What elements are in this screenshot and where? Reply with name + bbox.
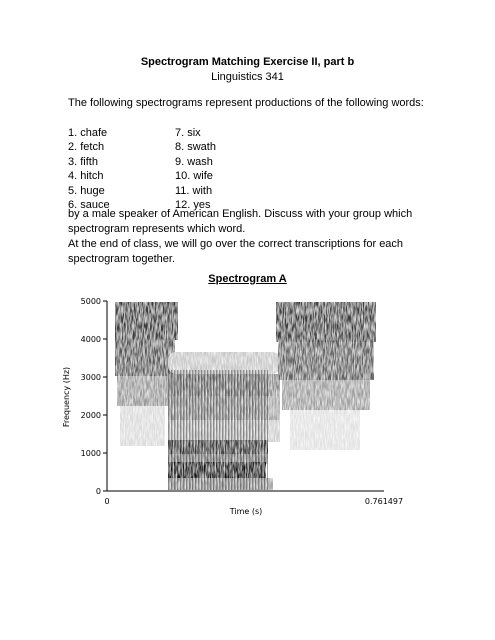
list-item: 11. with	[175, 184, 213, 197]
closing-paragraph: At the end of class, we will go over the correct transcriptions for each spectrogram together.	[68, 238, 404, 265]
list-item: 3. fifth	[68, 155, 98, 168]
list-item: 2. fetch	[68, 141, 105, 154]
y-tick-label: 1000	[80, 449, 101, 458]
instructions-paragraph: by a male speaker of American English. Discuss with your group which spectrogram represents which word.	[68, 208, 413, 235]
y-tick-label: 0	[95, 487, 101, 496]
y-tick-label: 5000	[80, 297, 101, 306]
y-tick-label: 3000	[80, 373, 101, 382]
word-list-left	[68, 126, 188, 212]
list-item: 7. six	[175, 127, 201, 139]
spectrogram-heading: Spectrogram A	[208, 273, 287, 285]
y-tick-label: 2000	[80, 411, 101, 420]
x-max-label: 0.761497	[364, 497, 404, 506]
y-tick-label: 4000	[80, 335, 101, 344]
document-title: Spectrogram Matching Exercise II, part b	[140, 56, 355, 68]
spectrogram-figure	[0, 290, 495, 520]
intro-paragraph: The following spectrograms represent productions of the following words:	[68, 97, 424, 109]
course-name: Linguistics 341	[211, 71, 284, 83]
y-axis-label: Frequency (Hz)	[62, 366, 71, 428]
list-item: 10. wife	[175, 170, 213, 183]
list-item: 1. chafe	[68, 127, 108, 139]
list-item: 5. huge	[68, 184, 105, 197]
list-item: 4. hitch	[68, 170, 104, 183]
list-item: 6. sauce	[68, 199, 110, 212]
x-min-label: 0	[104, 497, 110, 506]
word-list-right	[175, 126, 295, 212]
y-axis-ticks	[103, 301, 107, 491]
spectrogram-image	[115, 302, 376, 490]
list-item: 12. yes	[175, 199, 211, 212]
x-axis-label: Time (s)	[229, 507, 263, 516]
list-item: 8. swath	[175, 141, 216, 154]
y-tick-labels	[81, 297, 101, 496]
list-item: 9. wash	[175, 155, 213, 168]
